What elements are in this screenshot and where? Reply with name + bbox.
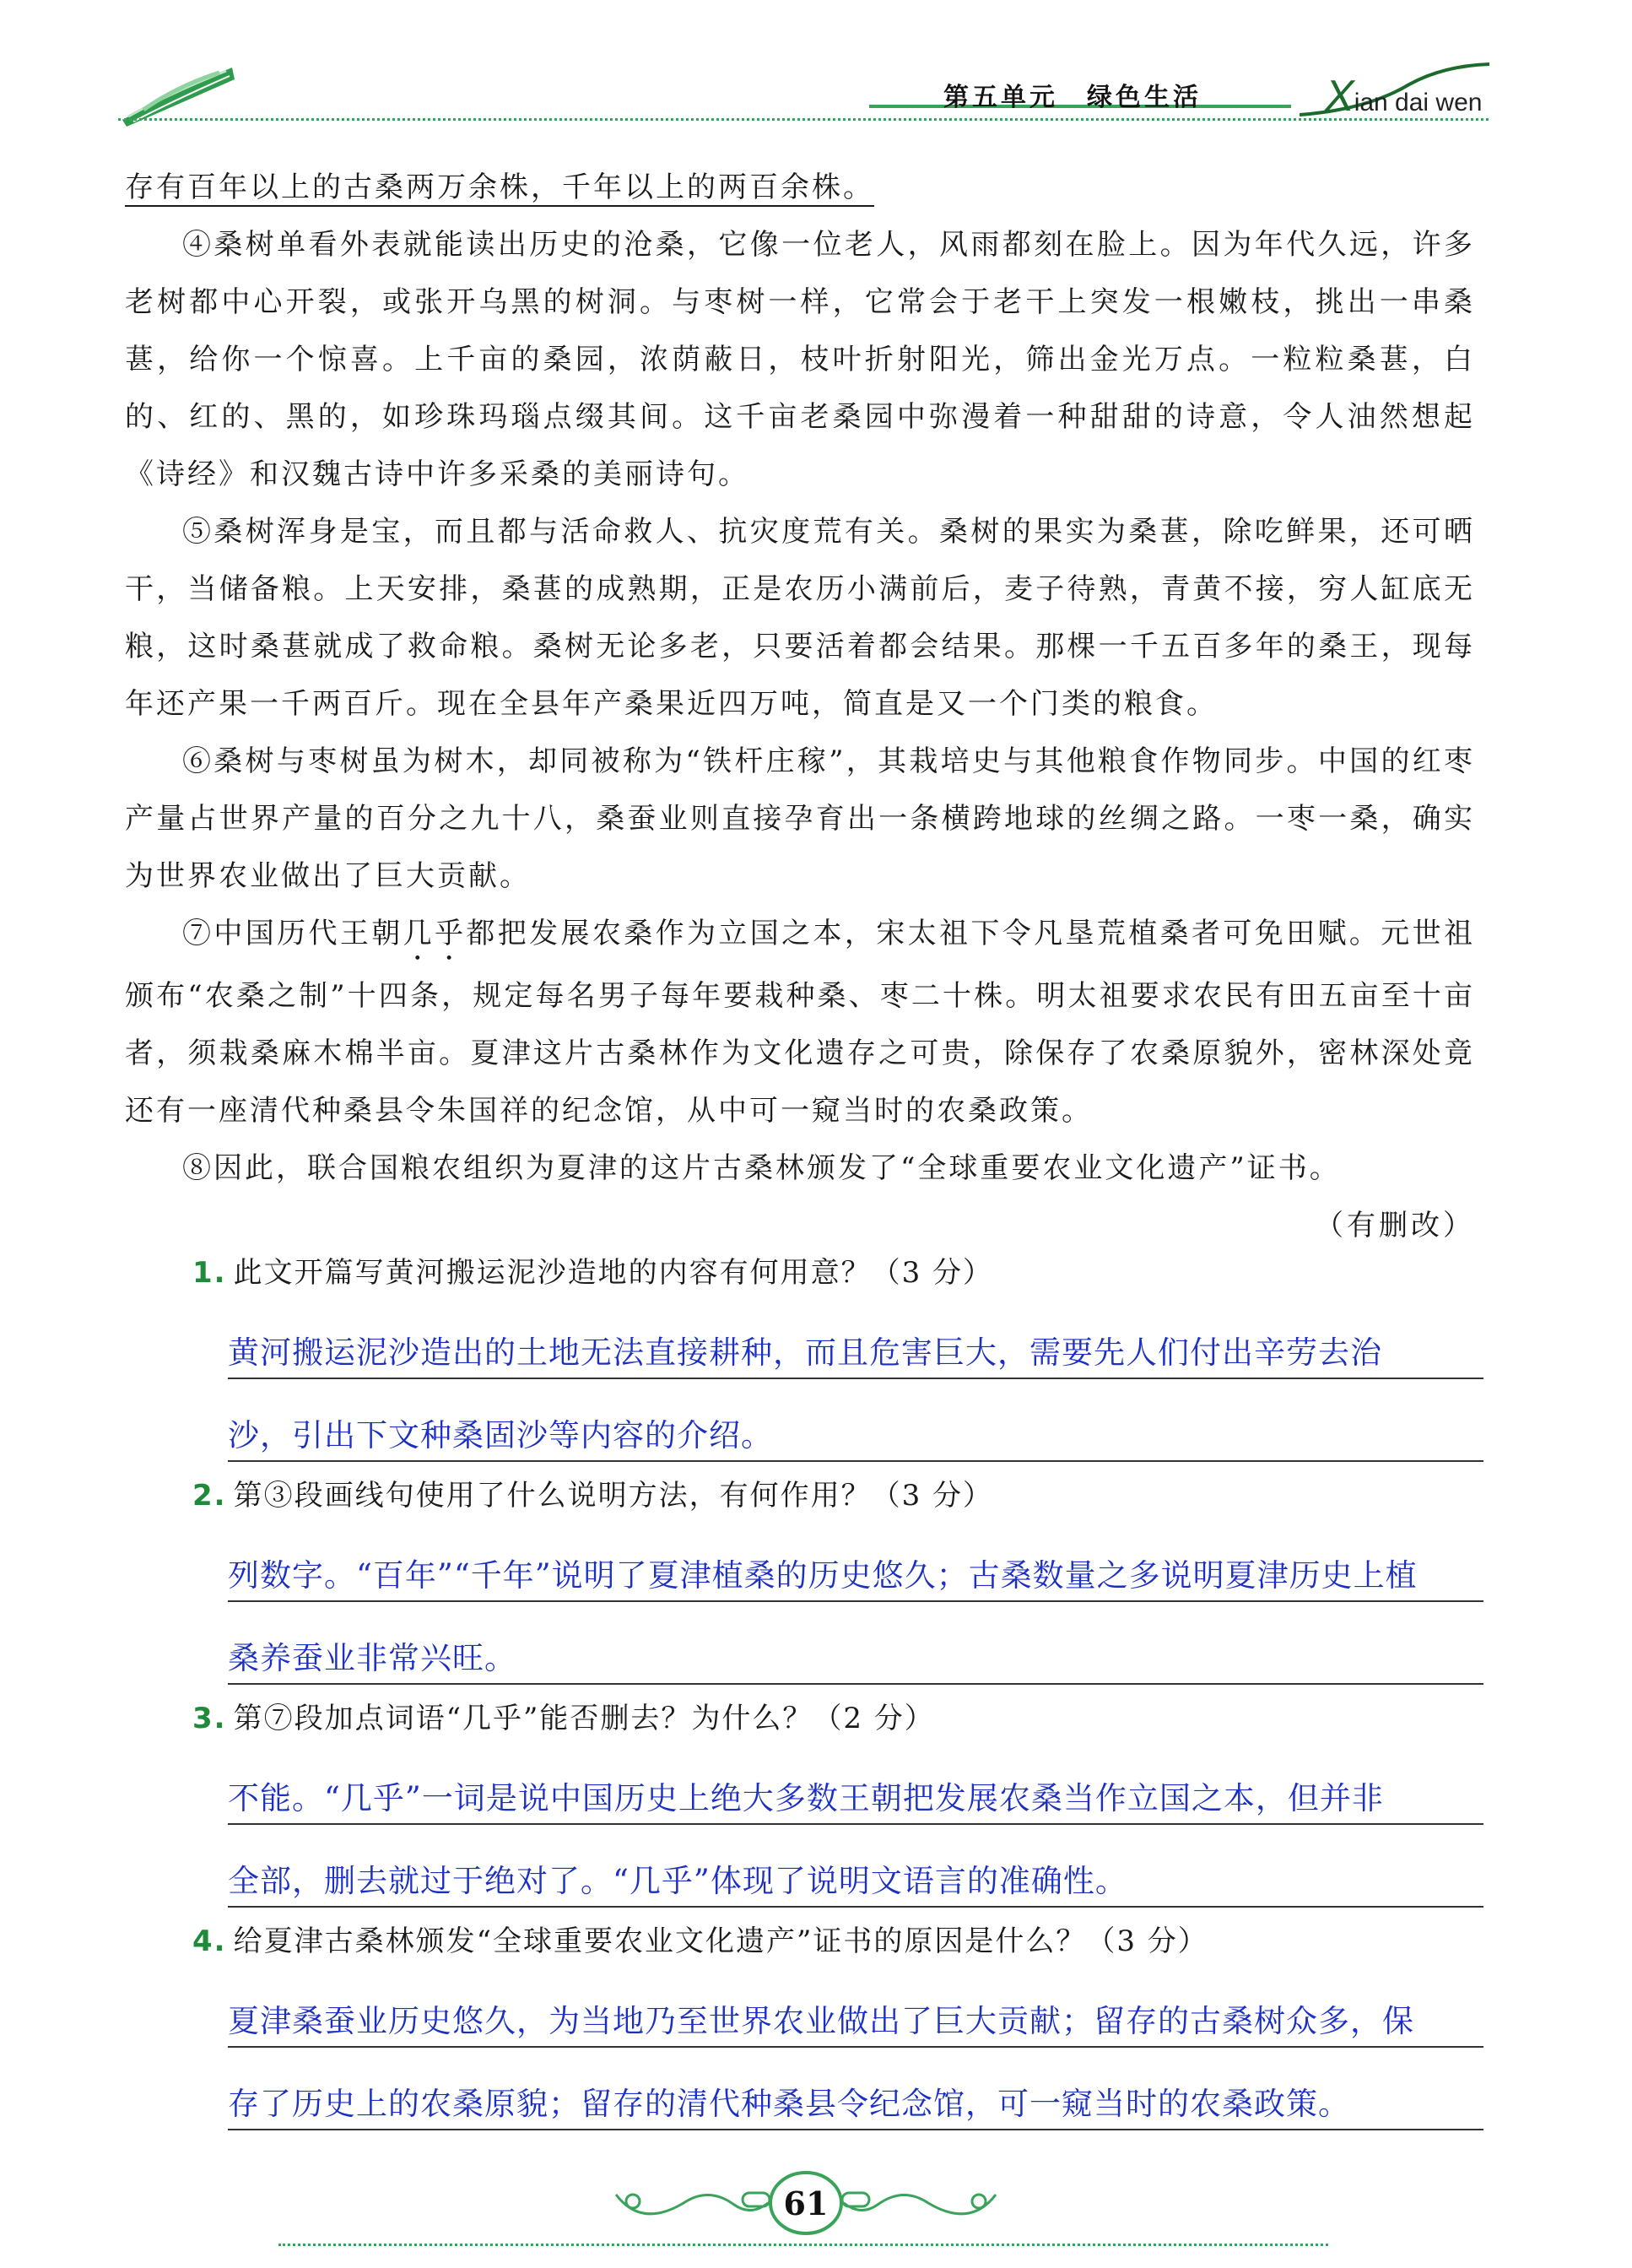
article-paragraph-4: ④桑树单看外表就能读出历史的沧桑，它像一位老人，风雨都刻在脸上。因为年代久远，许多老树都中心开裂，或张开乌黑的树洞。与枣树一样，它常会于老干上突发一根嫩枝，挑出一串桑葚，给你一个惊喜。上千亩的桑园，浓荫蔽日，枝叶折射阳光，筛出金光万点。一粒粒桑葚，白的、红的、黑的，如珍珠玛瑙点缀其间。这千亩老桑园中弥漫着一种甜甜的诗意，令人油然想起《诗经》和汉魏古诗中许多采桑的美丽诗句。 bbox=[125, 228, 1475, 491]
question-2 bbox=[192, 1472, 1483, 1685]
answer-text: 不能。“几乎”一词是说中国历史上绝大多数王朝把发展农桑当作立国之本，但并非 bbox=[228, 1780, 1384, 1816]
answer-line[interactable] bbox=[228, 1825, 1483, 1908]
page-header bbox=[0, 0, 1632, 127]
brand-initial: X bbox=[1325, 72, 1354, 121]
question-prompt bbox=[192, 1249, 1483, 1296]
article-body bbox=[125, 159, 1475, 1254]
emphasized-word: 几乎 bbox=[403, 917, 467, 950]
question-prompt bbox=[192, 1695, 1483, 1742]
answer-line[interactable] bbox=[228, 1965, 1483, 2048]
question-prompt bbox=[192, 1918, 1483, 1965]
page-number: 61 bbox=[783, 2184, 829, 2222]
question-list bbox=[192, 1249, 1483, 2130]
article-paragraph-7 bbox=[125, 905, 1475, 1139]
question-prompt-text: 此文开篇写黄河搬运泥沙造地的内容有何用意？（3 分） bbox=[233, 1256, 994, 1290]
question-prompt-text: 给夏津古桑林颁发“全球重要农业文化遗产”证书的原因是什么？（3 分） bbox=[233, 1924, 1208, 1958]
question-number: 4. bbox=[192, 1924, 227, 1958]
article-paragraph-underlined: 存有百年以上的古桑两万余株，千年以上的两百余株。 bbox=[125, 171, 874, 204]
answer-text: 桑养蚕业非常兴旺。 bbox=[228, 1640, 516, 1676]
question-prompt bbox=[192, 1472, 1483, 1519]
answer-text: 夏津桑蚕业历史悠久，为当地乃至世界农业做出了巨大贡献；留存的古桑树众多，保 bbox=[228, 2003, 1414, 2039]
series-brand bbox=[1325, 71, 1482, 122]
p7-text-before: ⑦中国历代王朝 bbox=[182, 917, 403, 950]
answer-text: 沙，引出下文种桑固沙等内容的介绍。 bbox=[228, 1417, 773, 1453]
answer-text: 列数字。“百年”“千年”说明了夏津植桑的历史悠久；古桑数量之多说明夏津历史上植 bbox=[228, 1557, 1418, 1594]
question-4 bbox=[192, 1918, 1483, 2130]
question-prompt-text: 第⑦段加点词语“几乎”能否删去？为什么？（2 分） bbox=[233, 1702, 935, 1735]
brand-rest: ian dai wen bbox=[1354, 89, 1483, 116]
question-number: 2. bbox=[192, 1479, 227, 1513]
answer-text: 全部，删去就过于绝对了。“几乎”体现了说明文语言的准确性。 bbox=[228, 1863, 1127, 1899]
question-number: 3. bbox=[192, 1702, 227, 1735]
article-paragraph-5: ⑤桑树浑身是宝，而且都与活命救人、抗灾度荒有关。桑树的果实为桑葚，除吃鲜果，还可晒干，当储备粮。上天安排，桑葚的成熟期，正是农历小满前后，麦子待熟，青黄不接，穷人缸底无粮，这时桑葚就成了救命粮。桑树无论多老，只要活着都会结果。那棵一千五百多年的桑王，现每年还产果一千两百斤。现在全县年产桑果近四万吨，简直是又一个门类的粮食。 bbox=[125, 515, 1475, 721]
answer-text: 存了历史上的农桑原貌；留存的清代种桑县令纪念馆，可一窥当时的农桑政策。 bbox=[228, 2086, 1350, 2122]
question-number: 1. bbox=[192, 1256, 227, 1290]
answer-line[interactable] bbox=[228, 1296, 1483, 1379]
footer-divider bbox=[278, 2244, 1328, 2246]
answer-line[interactable] bbox=[228, 1602, 1483, 1685]
article-paragraph-6: ⑥桑树与枣树虽为树木，却同被称为“铁杆庄稼”，其栽培史与其他粮食作物同步。中国的红枣产量占世界产量的百分之九十八，桑蚕业则直接孕育出一条横跨地球的丝绸之路。一枣一桑，确实为世界农业做出了巨大贡献。 bbox=[125, 744, 1475, 893]
question-prompt-text: 第③段画线句使用了什么说明方法，有何作用？（3 分） bbox=[233, 1479, 994, 1513]
answer-line[interactable] bbox=[228, 1379, 1483, 1462]
answer-line[interactable] bbox=[228, 1742, 1483, 1825]
answer-text: 黄河搬运泥沙造出的土地无法直接耕种，而且危害巨大，需要先人们付出辛劳去治 bbox=[228, 1334, 1382, 1371]
question-1 bbox=[192, 1249, 1483, 1462]
p7-text-after: 都把发展农桑作为立国之本，宋太祖下令凡垦荒植桑者可免田赋。元世祖颁布“农桑之制”十四条，规定每名男子每年要栽种桑、枣二十株。明太祖要求农民有田五亩至十亩者，须栽桑麻木棉半亩。夏津这片古桑林作为文化遗存之可贵，除保存了农桑原貌外，密林深处竟还有一座清代种桑县令朱国祥的纪念馆，从中可一窥当时的农桑政策。 bbox=[125, 917, 1475, 1128]
answer-line[interactable] bbox=[228, 1519, 1483, 1602]
article-paragraph-8: ⑧因此，联合国粮农组织为夏津的这片古桑林颁发了“全球重要农业文化遗产”证书。 bbox=[182, 1151, 1341, 1185]
source-note: （有删改） bbox=[1315, 1209, 1475, 1242]
answer-line[interactable] bbox=[228, 2048, 1483, 2130]
unit-title: 第五单元 绿色生活 bbox=[943, 83, 1202, 112]
question-3 bbox=[192, 1695, 1483, 1908]
header-divider bbox=[118, 118, 1489, 121]
